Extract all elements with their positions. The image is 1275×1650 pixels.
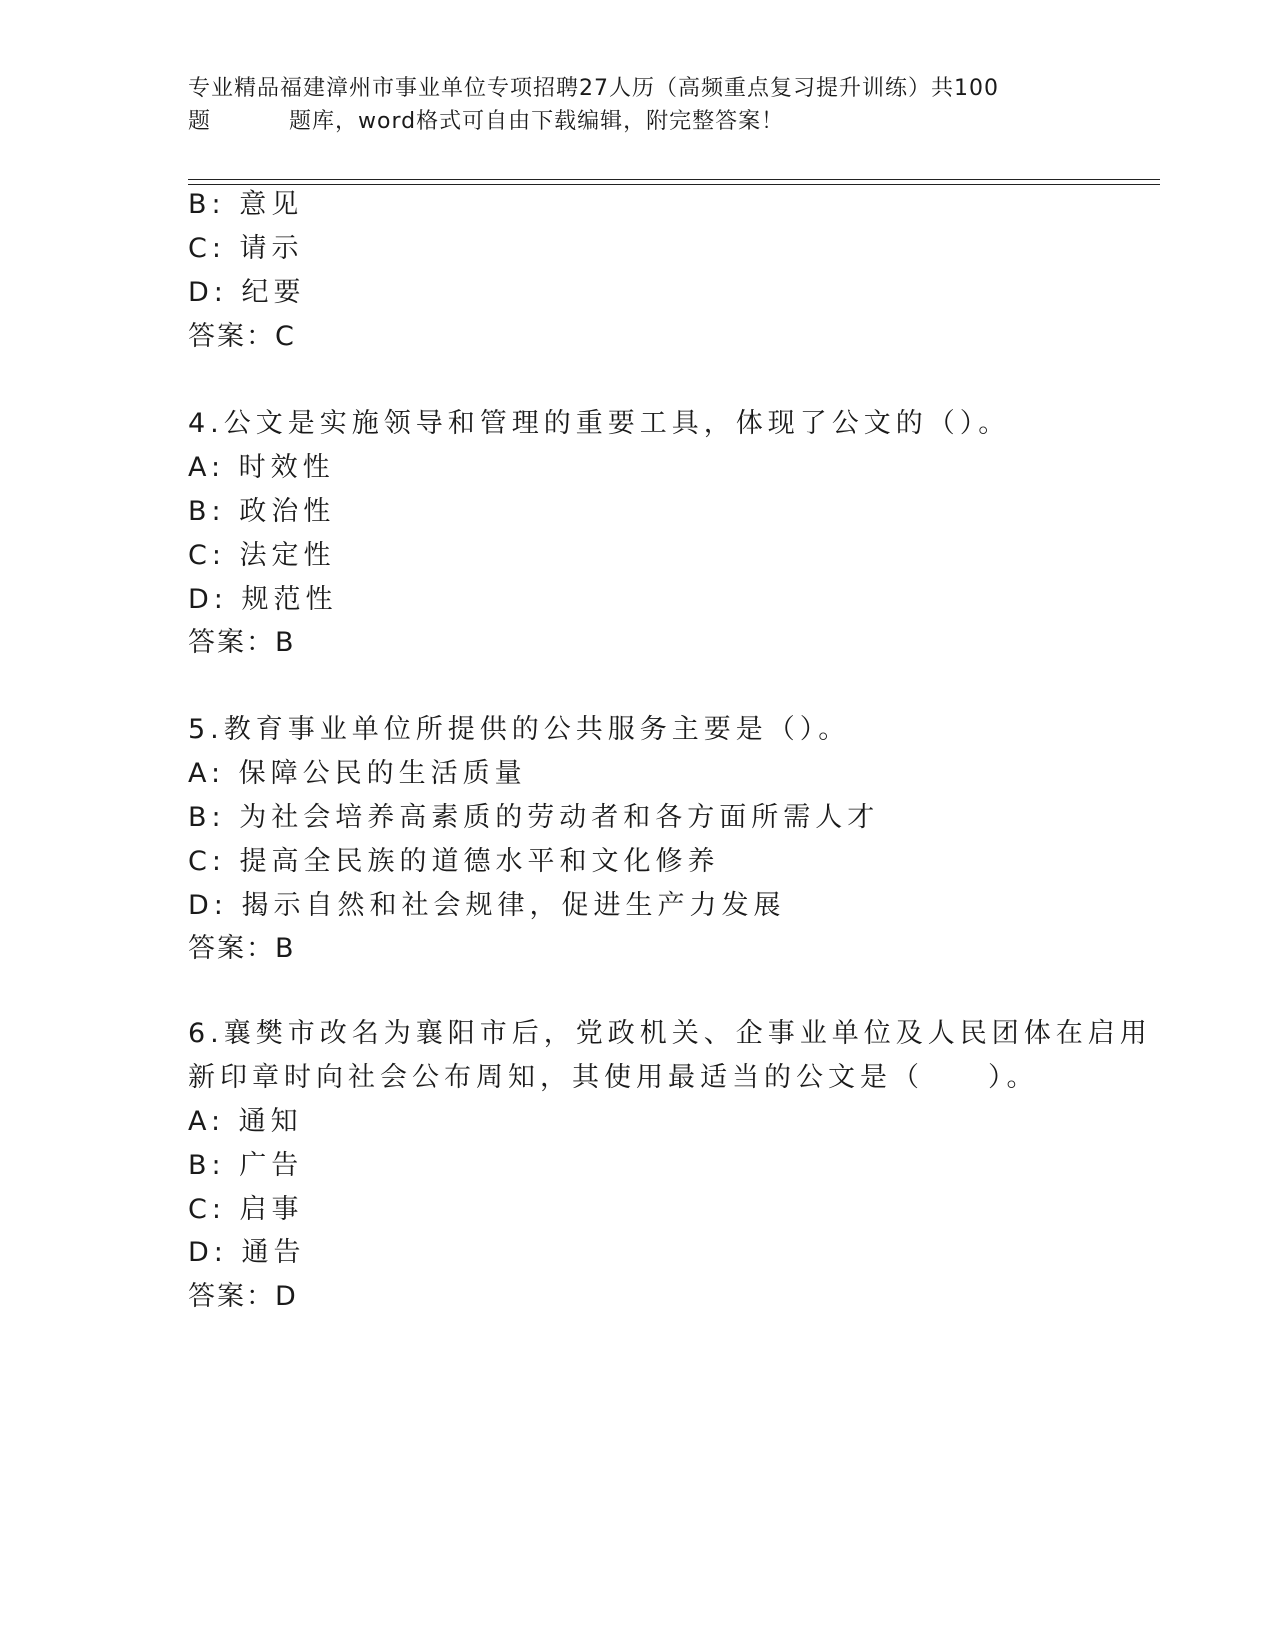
q5-option-c: C: 提高全民族的道德水平和文化修养 [188, 846, 720, 877]
q6-option-d: D: 通告 [188, 1237, 306, 1268]
header-title-line-2-start: 题 [188, 109, 212, 134]
q6-stem-line-2: 新印章时向社会公布周知，其使用最适当的公文是（ ）。 [188, 1062, 1039, 1093]
q6-stem-line-1: 6.襄樊市改名为襄阳市后，党政机关、企事业单位及人民团体在启用 [188, 1018, 1152, 1049]
q4-stem: 4.公文是实施领导和管理的重要工具，体现了公文的（）。 [188, 408, 1011, 439]
header-title-line-2-end: 题库，word格式可自由下载编辑，附完整答案！ [289, 109, 785, 134]
header-divider-bottom [188, 184, 1160, 185]
document-header [188, 72, 1088, 138]
q5-stem: 5.教育事业单位所提供的公共服务主要是（）。 [188, 714, 851, 745]
q6-option-a: A: 通知 [188, 1106, 303, 1137]
q6-option-c: C: 启事 [188, 1194, 304, 1225]
q4-option-c: C: 法定性 [188, 540, 336, 571]
header-title-line-2 [188, 105, 1088, 138]
q6-option-b: B: 广告 [188, 1150, 304, 1181]
header-title-line-1: 专业精品福建漳州市事业单位专项招聘27人历（高频重点复习提升训练）共100 [188, 76, 999, 101]
q3-answer: 答案：C [188, 321, 296, 352]
q4-option-d: D: 规范性 [188, 584, 338, 615]
q5-option-d: D: 揭示自然和社会规律，促进生产力发展 [188, 890, 786, 921]
q4-option-a: A: 时效性 [188, 452, 335, 483]
q6-answer: 答案：D [188, 1281, 298, 1312]
q4-answer: 答案：B [188, 627, 296, 658]
header-divider-top [188, 179, 1160, 180]
q3-option-b: B: 意见 [188, 189, 304, 220]
q3-option-c: C: 请示 [188, 233, 304, 264]
q5-option-b: B: 为社会培养高素质的劳动者和各方面所需人才 [188, 802, 880, 833]
q4-option-b: B: 政治性 [188, 496, 336, 527]
q5-option-a: A: 保障公民的生活质量 [188, 758, 527, 789]
q3-option-d: D: 纪要 [188, 277, 306, 308]
q5-answer: 答案：B [188, 933, 296, 964]
